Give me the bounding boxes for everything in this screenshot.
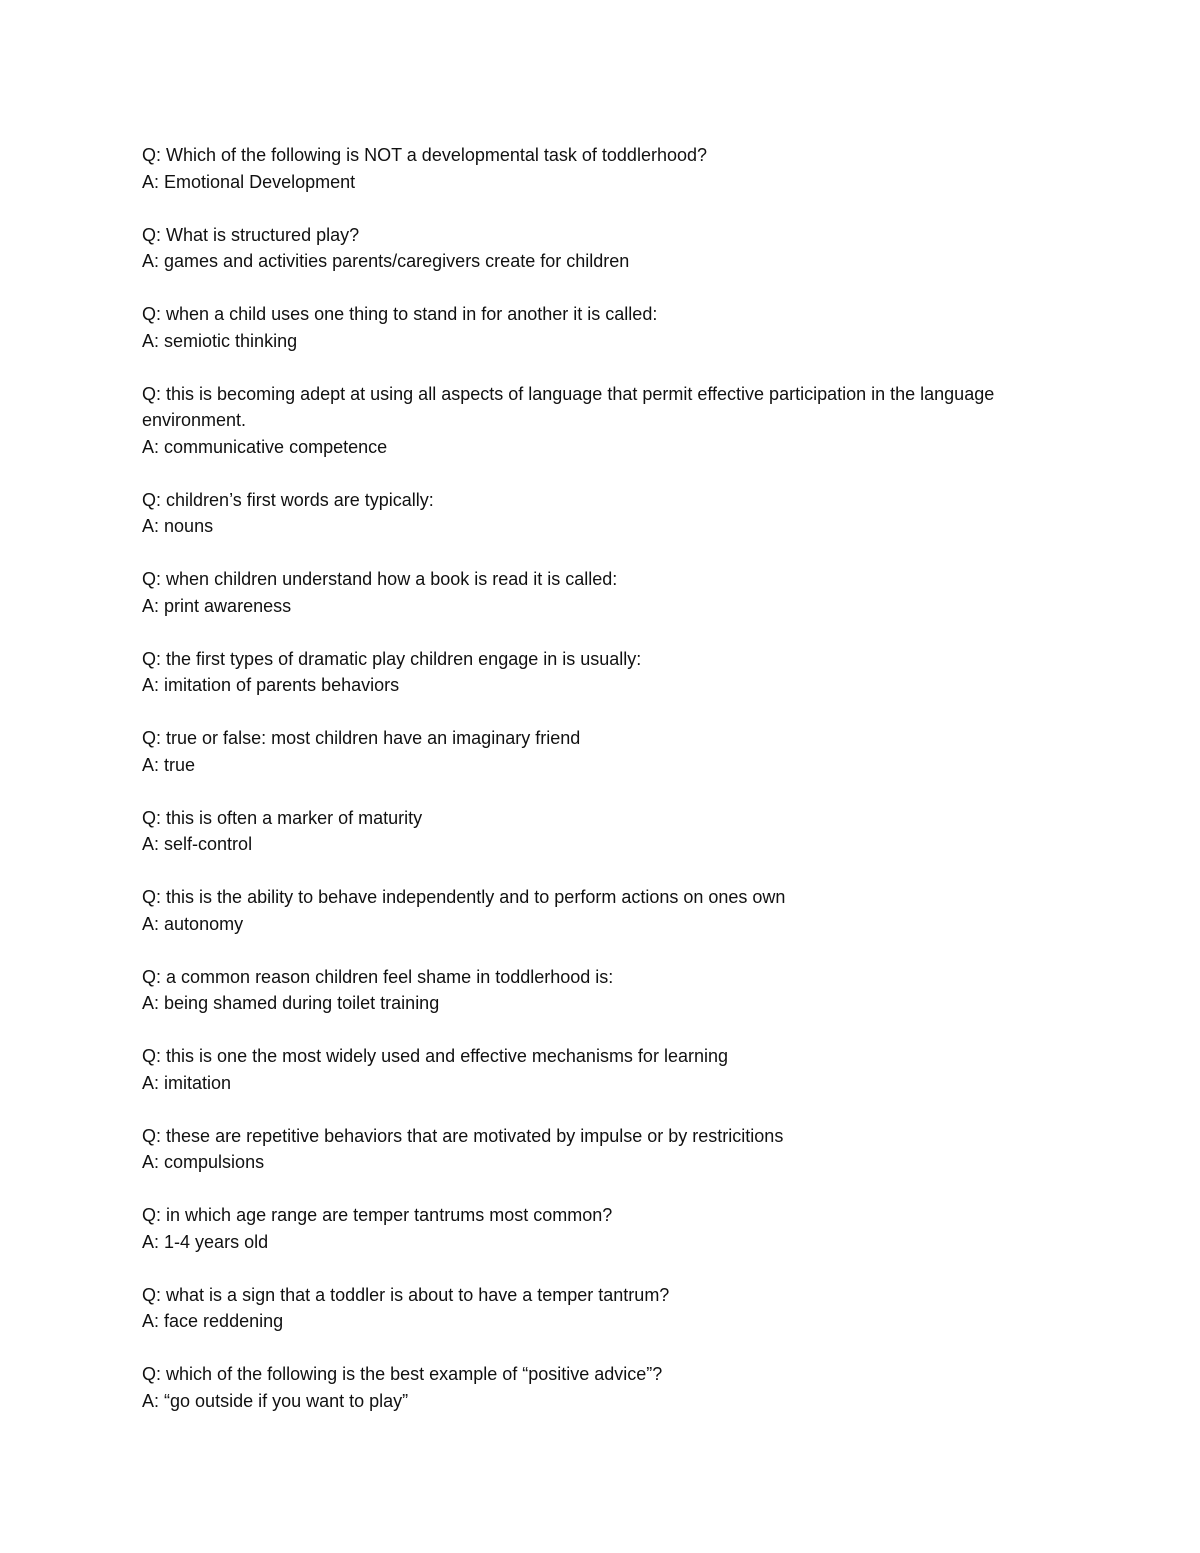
question-prefix: Q: (142, 1125, 162, 1146)
question-text: which of the following is the best example of “positive advice”? (166, 1364, 663, 1384)
question-line (142, 964, 1022, 991)
question-line (142, 142, 1022, 169)
question-prefix: Q: (142, 489, 162, 510)
question-line (142, 222, 1022, 249)
answer-prefix: A: (142, 834, 160, 854)
answer-line (142, 1229, 1022, 1256)
answer-text: self-control (164, 834, 253, 854)
qa-item (142, 222, 1022, 275)
question-text: in which age range are temper tantrums most common? (166, 1205, 613, 1225)
answer-prefix: A: (142, 913, 160, 934)
answer-line (142, 328, 1022, 355)
answer-text: being shamed during toilet training (164, 993, 440, 1013)
question-text: this is becoming adept at using all aspects of language that permit effective participation in the language environment. (142, 383, 995, 430)
answer-prefix: A: (142, 330, 160, 351)
answer-line (142, 434, 1022, 461)
question-line (142, 1282, 1022, 1309)
question-line (142, 1123, 1022, 1150)
answer-text: communicative competence (164, 436, 388, 457)
answer-text: imitation of parents behaviors (164, 675, 400, 695)
question-prefix: Q: (142, 145, 162, 165)
answer-line (142, 911, 1022, 938)
answer-prefix: A: (142, 754, 160, 775)
answer-prefix: A: (142, 595, 160, 616)
answer-line (142, 752, 1022, 779)
answer-text: face reddening (164, 1311, 284, 1331)
answer-line (142, 169, 1022, 196)
question-line (142, 381, 1022, 434)
answer-text: nouns (164, 516, 214, 536)
question-line (142, 884, 1022, 911)
qa-item (142, 1123, 1022, 1176)
question-prefix: Q: (142, 728, 162, 748)
answer-prefix: A: (142, 1311, 160, 1331)
question-prefix: Q: (142, 807, 162, 828)
question-prefix: Q: (142, 383, 162, 404)
qa-item (142, 1202, 1022, 1255)
question-line (142, 301, 1022, 328)
answer-prefix: A: (142, 1231, 160, 1252)
answer-text: print awareness (164, 595, 292, 616)
answer-line (142, 990, 1022, 1017)
question-text: what is a sign that a toddler is about to have a temper tantrum? (166, 1284, 670, 1305)
question-text: What is structured play? (166, 224, 360, 245)
question-line (142, 646, 1022, 673)
question-text: when a child uses one thing to stand in for another it is called: (166, 304, 658, 324)
question-text: Which of the following is NOT a developmental task of toddlerhood? (166, 145, 707, 165)
question-line (142, 725, 1022, 752)
answer-prefix: A: (142, 251, 160, 271)
answer-prefix: A: (142, 675, 160, 695)
qa-item (142, 301, 1022, 354)
answer-prefix: A: (142, 1152, 160, 1172)
qa-item (142, 1043, 1022, 1096)
question-prefix: Q: (142, 887, 162, 907)
qa-item (142, 805, 1022, 858)
question-line (142, 1043, 1022, 1070)
answer-line (142, 248, 1022, 275)
question-text: a common reason children feel shame in toddlerhood is: (166, 966, 614, 987)
question-prefix: Q: (142, 1284, 162, 1305)
answer-line (142, 1070, 1022, 1097)
qa-item (142, 487, 1022, 540)
answer-prefix: A: (142, 1072, 160, 1093)
qa-item (142, 381, 1022, 461)
question-prefix: Q: (142, 304, 162, 324)
question-prefix: Q: (142, 569, 162, 589)
question-text: this is one the most widely used and effective mechanisms for learning (166, 1046, 728, 1066)
answer-prefix: A: (142, 1390, 160, 1411)
answer-text: imitation (164, 1072, 232, 1093)
question-text: this is often a marker of maturity (166, 807, 423, 828)
question-prefix: Q: (142, 966, 162, 987)
question-prefix: Q: (142, 648, 162, 669)
qa-item (142, 566, 1022, 619)
qa-item (142, 142, 1022, 195)
answer-line (142, 672, 1022, 699)
answer-line (142, 1308, 1022, 1335)
answer-text: 1-4 years old (164, 1231, 269, 1252)
question-text: when children understand how a book is read it is called: (166, 569, 618, 589)
qa-item (142, 646, 1022, 699)
question-text: the first types of dramatic play children engage in is usually: (166, 648, 642, 669)
answer-line (142, 593, 1022, 620)
answer-text: games and activities parents/caregivers create for children (164, 251, 630, 271)
answer-text: autonomy (164, 913, 244, 934)
question-text: this is the ability to behave independently and to perform actions on ones own (166, 887, 786, 907)
answer-text: Emotional Development (164, 171, 356, 192)
question-text: children’s first words are typically: (166, 489, 434, 510)
answer-text: compulsions (164, 1152, 265, 1172)
question-line (142, 566, 1022, 593)
question-text: true or false: most children have an imaginary friend (166, 728, 581, 748)
qa-item (142, 725, 1022, 778)
question-line (142, 487, 1022, 514)
answer-text: true (164, 754, 196, 775)
answer-text: “go outside if you want to play” (164, 1390, 409, 1411)
qa-item (142, 1282, 1022, 1335)
question-prefix: Q: (142, 1046, 162, 1066)
question-line (142, 1202, 1022, 1229)
question-line (142, 805, 1022, 832)
question-text: these are repetitive behaviors that are motivated by impulse or by restricitions (166, 1125, 784, 1146)
answer-line (142, 513, 1022, 540)
qa-item (142, 964, 1022, 1017)
answer-prefix: A: (142, 993, 160, 1013)
question-prefix: Q: (142, 1205, 162, 1225)
answer-line (142, 1388, 1022, 1415)
question-line (142, 1361, 1022, 1388)
question-prefix: Q: (142, 224, 162, 245)
qa-list (142, 142, 1022, 1441)
answer-text: semiotic thinking (164, 330, 298, 351)
answer-prefix: A: (142, 436, 160, 457)
answer-line (142, 1149, 1022, 1176)
answer-line (142, 831, 1022, 858)
answer-prefix: A: (142, 171, 160, 192)
qa-item (142, 1361, 1022, 1414)
qa-item (142, 884, 1022, 937)
answer-prefix: A: (142, 516, 160, 536)
question-prefix: Q: (142, 1364, 162, 1384)
